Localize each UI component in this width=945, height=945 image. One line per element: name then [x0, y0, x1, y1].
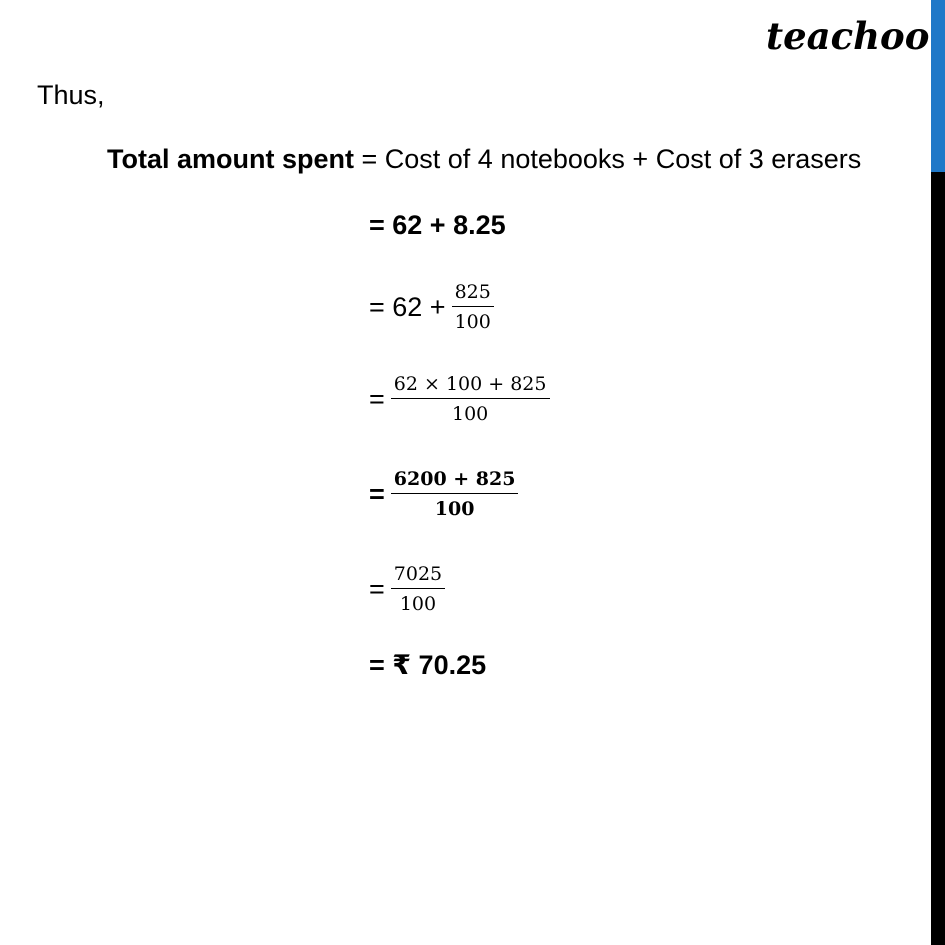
step-5: [369, 565, 445, 614]
headline-label: Total amount spent: [107, 144, 354, 174]
step-2: [369, 283, 494, 332]
step-4-prefix: =: [369, 479, 385, 509]
step-2-prefix: = 62 +: [369, 292, 446, 322]
step-4: [369, 470, 518, 519]
headline-equation: [107, 144, 861, 175]
step-2-fraction: [452, 283, 494, 332]
step-5-denominator: 100: [399, 593, 437, 615]
step-5-numerator: 7025: [391, 565, 445, 589]
intro-text: Thus,: [37, 80, 105, 110]
step-3-fraction: [391, 375, 550, 424]
step-5-prefix: =: [369, 574, 385, 604]
step-6: [369, 650, 486, 681]
headline-rest: = Cost of 4 notebooks + Cost of 3 erasers: [354, 144, 862, 174]
scrollbar-thumb[interactable]: [931, 0, 945, 172]
final-answer: = ₹ 70.25: [369, 650, 487, 680]
step-1-text: = 62 + 8.25: [369, 210, 506, 240]
step-4-fraction: [391, 470, 519, 519]
teachoo-logo: teachoo: [766, 14, 930, 58]
step-5-fraction: [391, 565, 445, 614]
step-4-denominator: 100: [434, 498, 475, 520]
step-3: [369, 375, 550, 424]
step-2-numerator: 825: [452, 283, 494, 307]
step-1: [369, 210, 506, 241]
scrollbar-track[interactable]: [931, 0, 945, 945]
step-3-prefix: =: [369, 384, 385, 414]
step-2-denominator: 100: [454, 311, 491, 333]
step-4-numerator: 6200 + 825: [391, 470, 519, 494]
step-3-numerator: 62 × 100 + 825: [391, 375, 550, 399]
step-3-denominator: 100: [452, 403, 489, 425]
